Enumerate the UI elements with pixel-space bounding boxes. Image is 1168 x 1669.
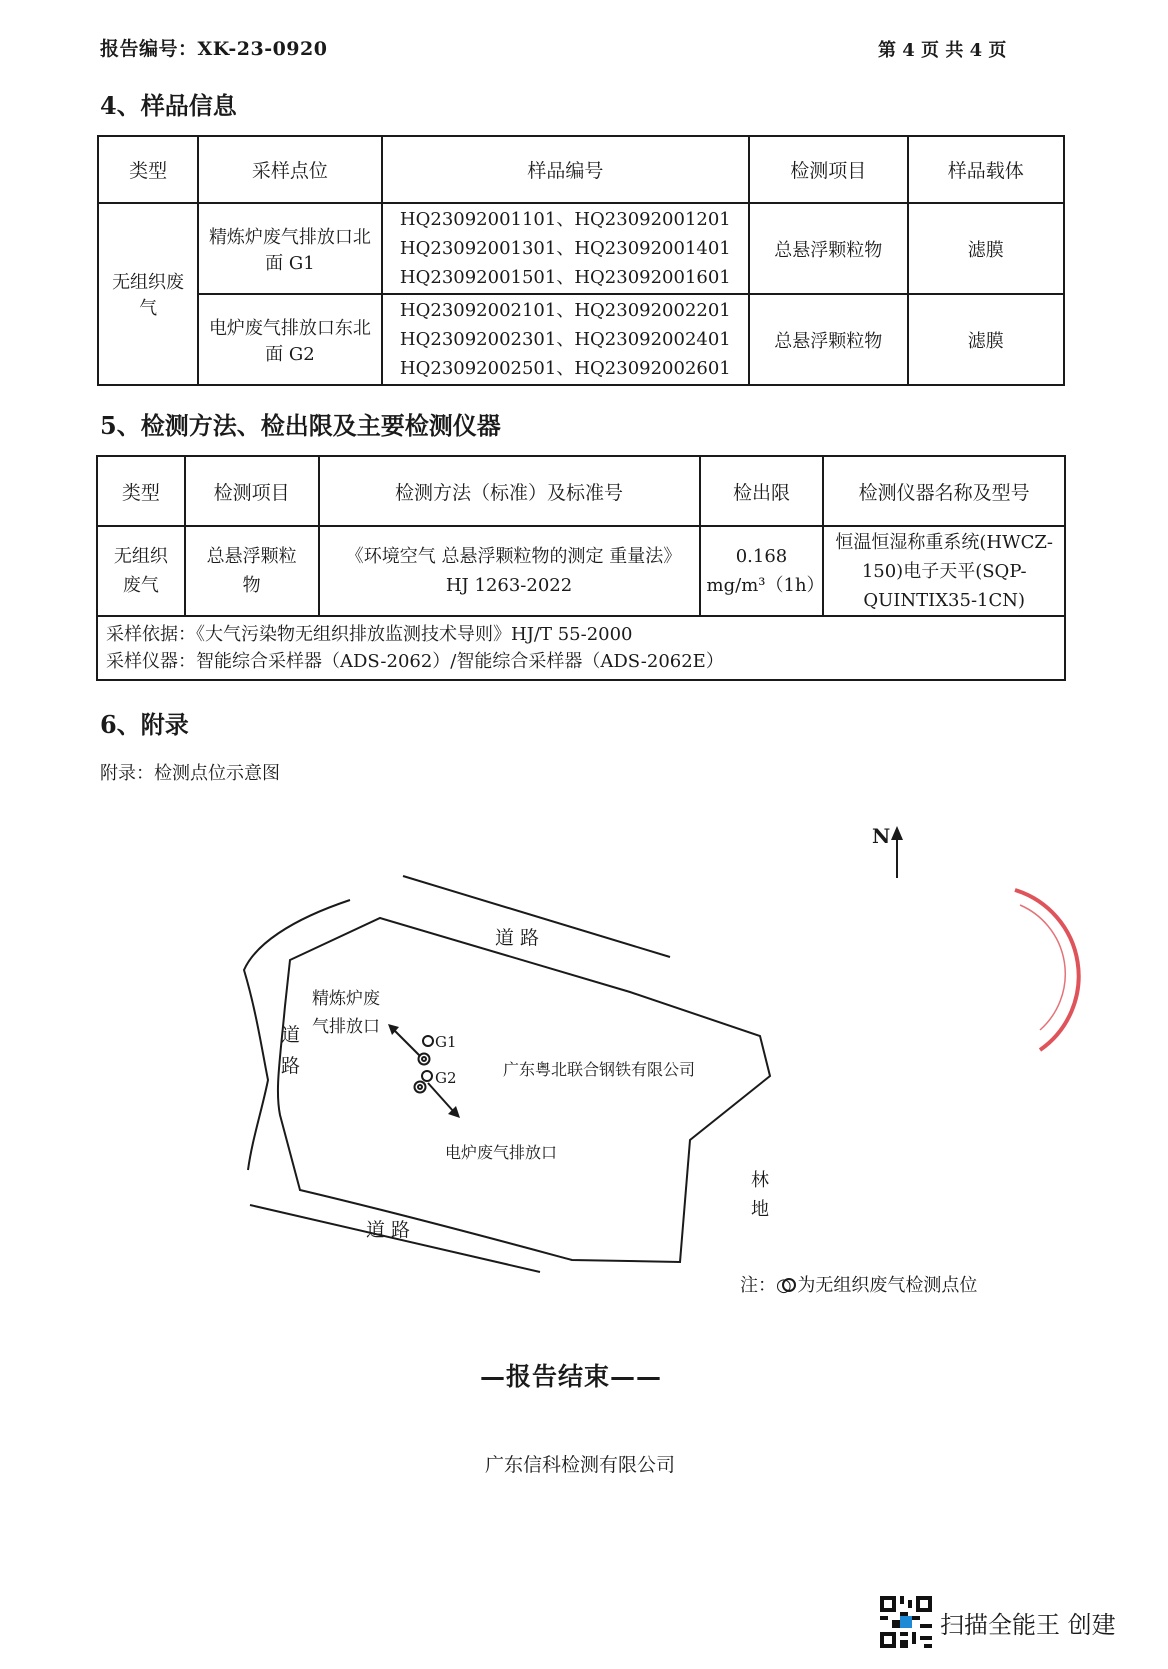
appendix-caption: 附录：检测点位示意图: [100, 763, 280, 784]
col-header: 样品编号: [382, 136, 749, 203]
sampling-instrument: 采样仪器：智能综合采样器（ADS-2062）/智能综合采样器（ADS-2062E）: [106, 651, 724, 672]
company-label: 广东粤北联合钢铁有限公司: [503, 1060, 696, 1079]
camscanner-watermark: [880, 1596, 1116, 1648]
method-item: 总悬浮颗粒物: [185, 526, 319, 616]
table-row: [97, 616, 1065, 680]
sampling-basis-cell: [97, 616, 1065, 680]
section6-title: 6、附录: [100, 710, 189, 739]
north-label: N: [872, 824, 891, 848]
page-info: 第 4 页 共 4 页: [878, 40, 1007, 61]
col-header: 检测项目: [749, 136, 908, 203]
road-left-label: 道: [281, 1024, 301, 1046]
sample-carrier: 滤膜: [908, 294, 1065, 385]
sample-codes: [382, 203, 749, 294]
col-header: 检测项目: [185, 456, 319, 526]
col-header: 样品载体: [908, 136, 1065, 203]
road-left-label: 路: [281, 1055, 301, 1077]
sample-code-line: HQ23092001301、HQ23092001401: [399, 238, 731, 259]
table-row: [98, 203, 1064, 294]
forest-label: 林: [751, 1170, 769, 1191]
table-row: [98, 294, 1064, 385]
refining-outlet-label: 气排放口: [312, 1017, 380, 1037]
issuing-company: 广东信科检测有限公司: [485, 1454, 676, 1476]
g2-label: G2: [435, 1069, 457, 1087]
method-table: [96, 455, 1066, 681]
qr-code-icon: [880, 1596, 932, 1648]
sample-code-line: HQ23092001501、HQ23092001601: [399, 267, 731, 288]
site-map: [0, 800, 1168, 1320]
report-number: 报告编号：XK-23-0920: [100, 38, 328, 60]
road-top-label: 道 路: [495, 927, 540, 949]
section4-title: 4、样品信息: [100, 91, 237, 120]
sampling-point: 精炼炉废气排放口北面 G1: [198, 203, 382, 294]
col-header: 检测方法（标准）及标准号: [319, 456, 700, 526]
col-header: 采样点位: [198, 136, 382, 203]
sample-type: 无组织废气: [98, 203, 198, 385]
forest-label: 地: [751, 1199, 769, 1220]
col-header: 类型: [98, 136, 198, 203]
sample-code-line: HQ23092001101、HQ23092001201: [399, 209, 731, 230]
instrument: 恒温恒湿称重系统(HWCZ-150)电子天平(SQP-QUINTIX35-1CN): [823, 526, 1065, 616]
detection-limit: 0.168 mg/m³（1h）: [700, 526, 824, 616]
sample-code-line: HQ23092002101、HQ23092002201: [399, 300, 731, 321]
table-header-row: [97, 456, 1065, 526]
sampling-basis: 采样依据：《大气污染物无组织排放监测技术导则》HJ/T 55-2000: [106, 624, 633, 645]
refining-outlet-label: 精炼炉废: [312, 989, 380, 1009]
sample-carrier: 滤膜: [908, 203, 1065, 294]
electric-outlet-label: 电炉废气排放口: [445, 1143, 558, 1162]
sample-code-line: HQ23092002501、HQ23092002601: [399, 358, 731, 379]
section5-title: 5、检测方法、检出限及主要检测仪器: [100, 411, 501, 440]
seal-stamp: [1015, 890, 1079, 1050]
sample-code-line: HQ23092002301、HQ23092002401: [399, 329, 731, 350]
col-header: 类型: [97, 456, 185, 526]
g1-label: G1: [435, 1033, 457, 1051]
road-bottom-label: 道 路: [366, 1219, 411, 1241]
col-header: 检出限: [700, 456, 824, 526]
scanner-text: 扫描全能王 创建: [940, 1610, 1116, 1639]
test-item: 总悬浮颗粒物: [749, 294, 908, 385]
sample-info-table: [97, 135, 1065, 386]
report-end: —报告结束——: [480, 1362, 663, 1391]
sampling-point: 电炉废气排放口东北面 G2: [198, 294, 382, 385]
col-header: 检测仪器名称及型号: [823, 456, 1065, 526]
method-standard: 《环境空气 总悬浮颗粒物的测定 重量法》HJ 1263-2022: [319, 526, 700, 616]
map-note: 注：○ 为无组织废气检测点位: [740, 1275, 978, 1296]
sample-codes: [382, 294, 749, 385]
method-type: 无组织废气: [97, 526, 185, 616]
table-header-row: [98, 136, 1064, 203]
table-row: [97, 526, 1065, 616]
test-item: 总悬浮颗粒物: [749, 203, 908, 294]
